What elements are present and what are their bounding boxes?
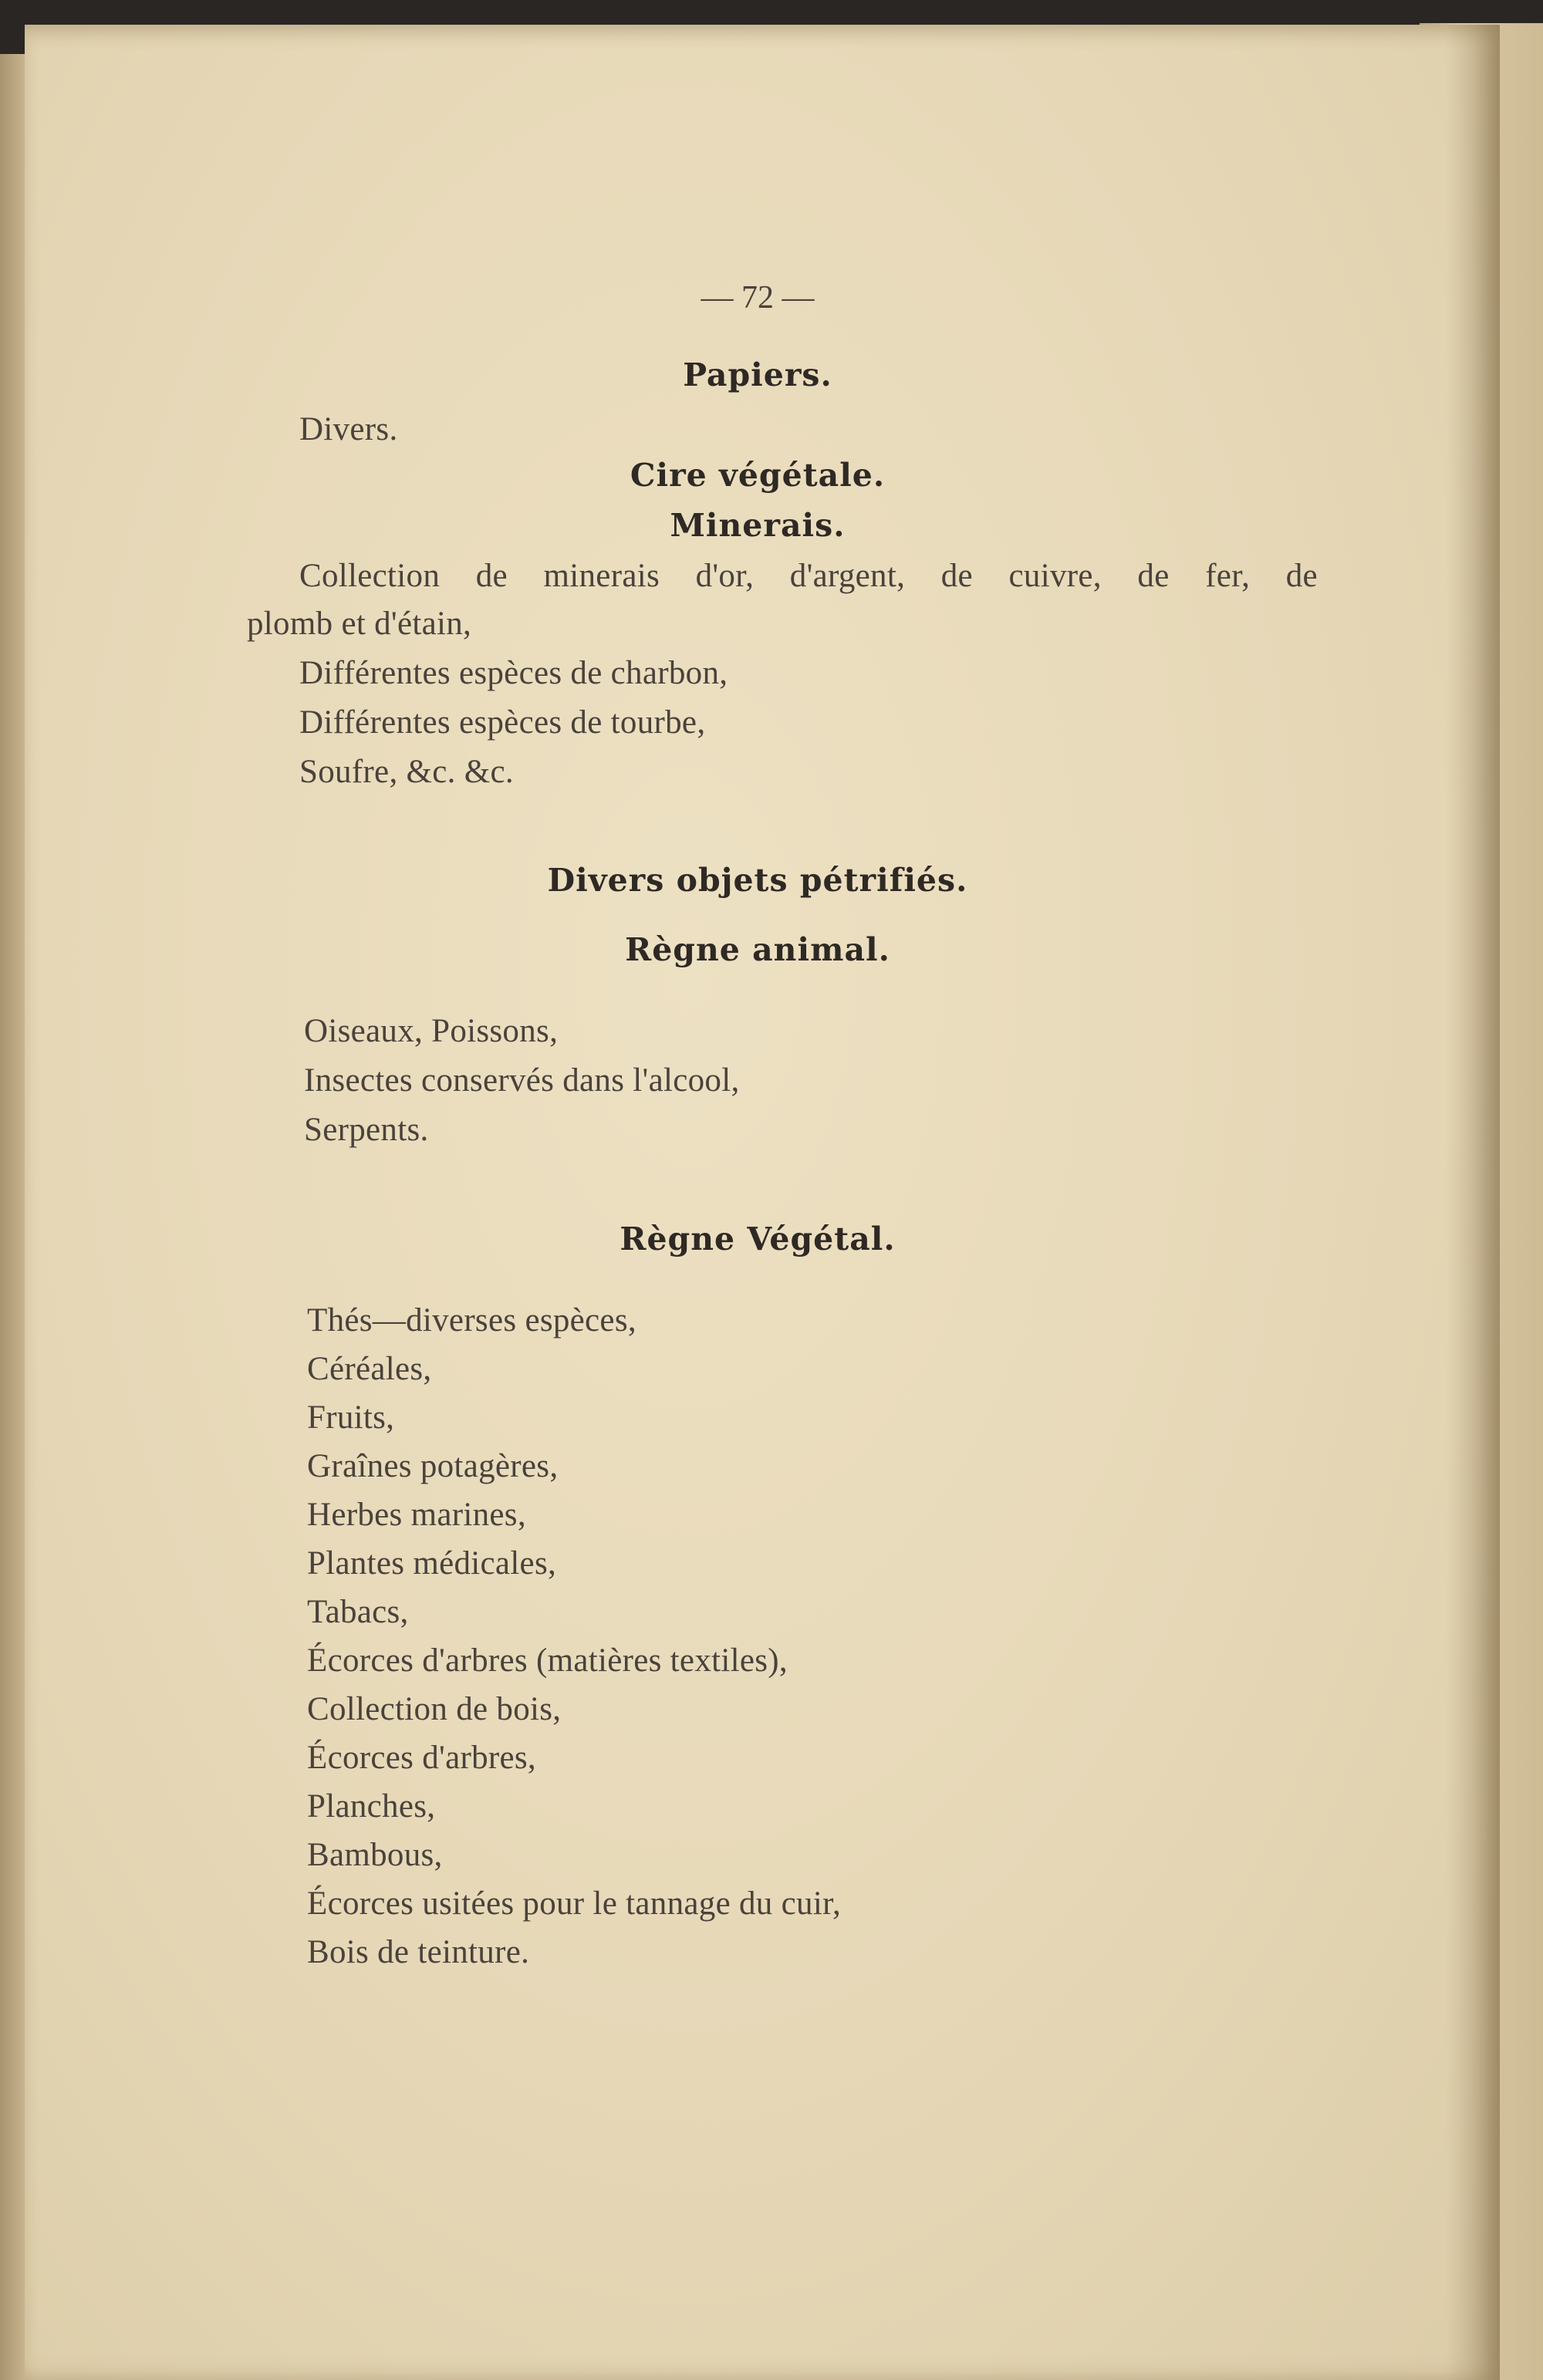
word: de xyxy=(1285,558,1318,594)
word: d'or, xyxy=(695,558,755,594)
vegetal-item: Écorces d'arbres (matières textiles), xyxy=(307,1642,788,1679)
minerais-paragraph-line2: plomb et d'étain, xyxy=(247,606,472,642)
vegetal-item: Herbes marines, xyxy=(307,1497,526,1533)
word: de xyxy=(940,558,973,594)
vegetal-item: Bambous, xyxy=(307,1837,443,1873)
vegetal-item: Écorces d'arbres, xyxy=(307,1740,536,1776)
minerais-item: Soufre, &c. &c. xyxy=(299,754,514,790)
minerais-item: Différentes espèces de tourbe, xyxy=(299,704,706,741)
vegetal-item: Thés—diverses espèces, xyxy=(307,1302,636,1339)
heading-objets-petrifies: Divers objets pétrifiés. xyxy=(547,862,968,899)
animal-item: Oiseaux, Poissons, xyxy=(304,1013,559,1049)
heading-minerais: Minerais. xyxy=(670,507,846,544)
book-page xyxy=(25,25,1500,2380)
vegetal-item: Bois de teinture. xyxy=(307,1934,530,1970)
vegetal-item: Fruits, xyxy=(307,1399,395,1436)
minerais-paragraph-line1 xyxy=(299,557,1318,595)
animal-item: Serpents. xyxy=(304,1112,429,1148)
heading-regne-animal: Règne animal. xyxy=(625,931,890,968)
vegetal-item: Graînes potagères, xyxy=(307,1448,559,1484)
word: d'argent, xyxy=(789,558,906,594)
vegetal-item: Planches, xyxy=(307,1788,436,1825)
minerais-item: Différentes espèces de charbon, xyxy=(299,655,728,691)
word: minerais xyxy=(543,558,660,594)
heading-cire-vegetale: Cire végétale. xyxy=(630,457,886,494)
animal-item: Insectes conservés dans l'alcool, xyxy=(304,1062,740,1099)
vegetal-item: Tabacs, xyxy=(307,1594,409,1630)
page-number: — 72 — xyxy=(701,280,815,316)
heading-papiers: Papiers. xyxy=(683,356,832,393)
vegetal-item: Collection de bois, xyxy=(307,1691,562,1727)
previous-page-edge xyxy=(0,54,28,2380)
vegetal-item: Céréales, xyxy=(307,1351,432,1387)
vegetal-item: Écorces usitées pour le tannage du cuir, xyxy=(307,1885,842,1922)
heading-regne-vegetal: Règne Végétal. xyxy=(620,1220,896,1258)
word: Collection xyxy=(299,558,441,594)
vegetal-item: Plantes médicales, xyxy=(307,1545,557,1582)
papiers-item: Divers. xyxy=(299,411,398,447)
word: fer, xyxy=(1205,558,1251,594)
word: de xyxy=(475,558,508,594)
word: cuivre, xyxy=(1008,558,1102,594)
word: de xyxy=(1137,558,1170,594)
